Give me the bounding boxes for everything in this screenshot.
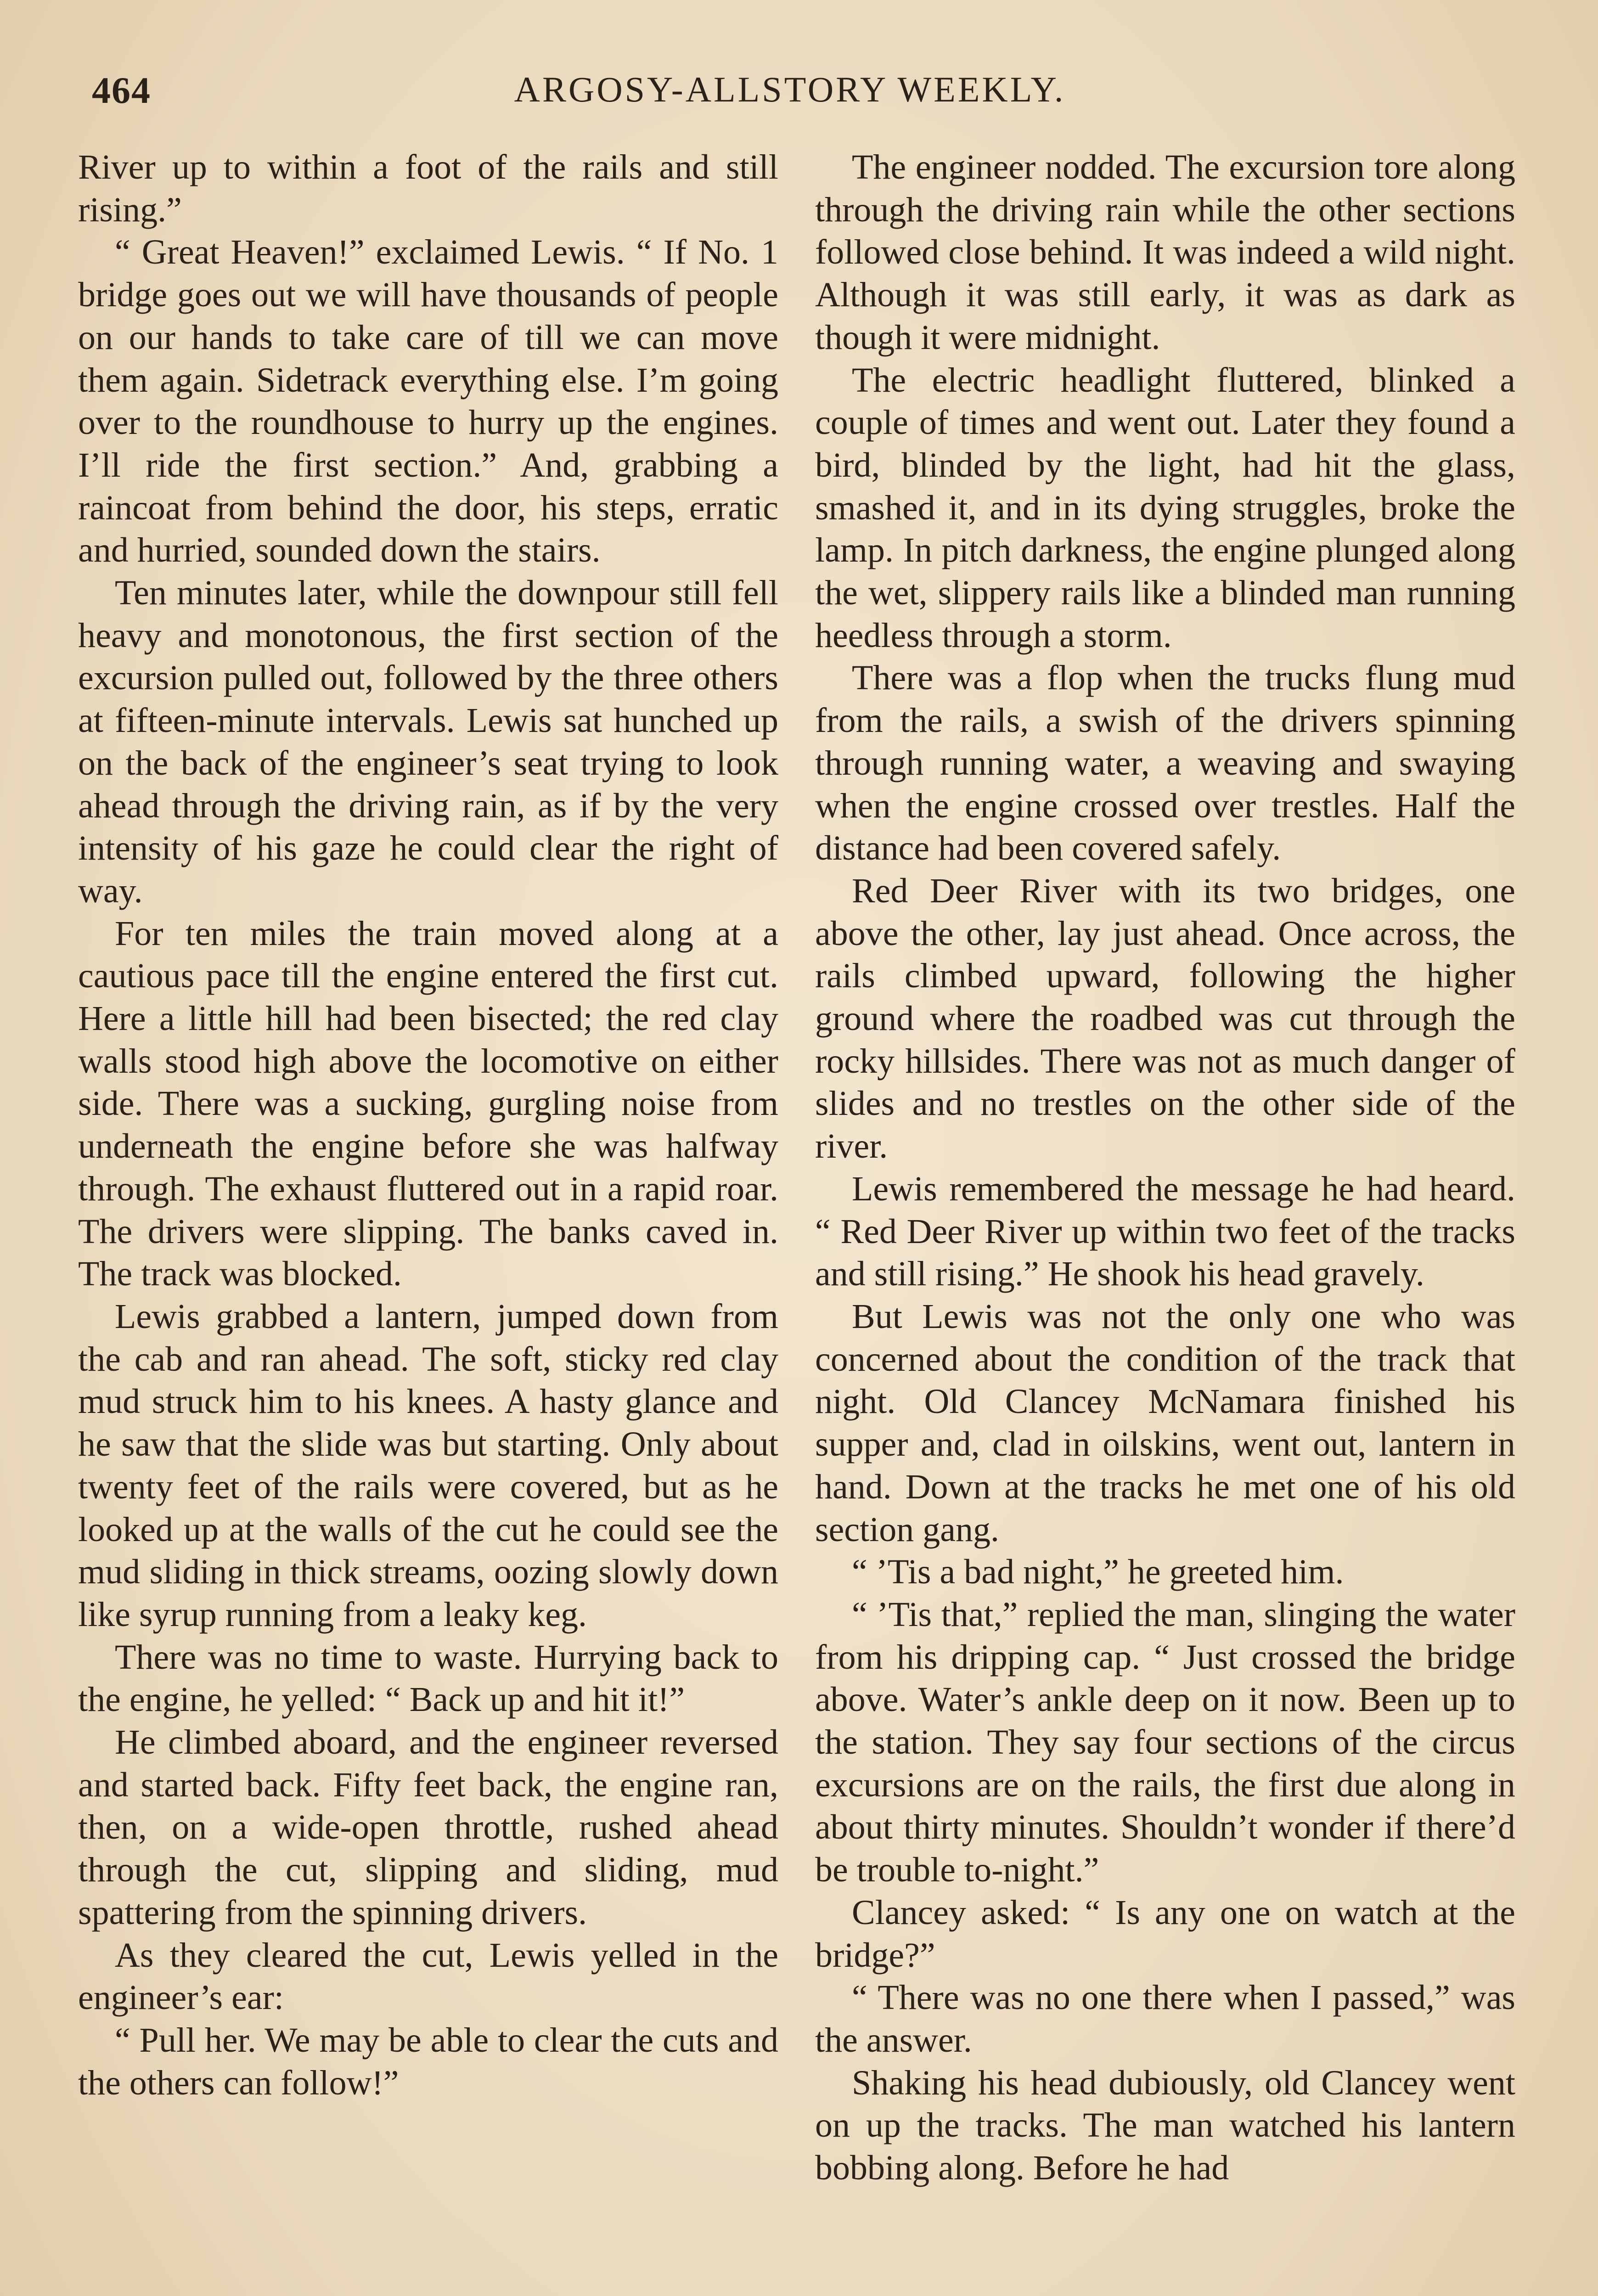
paragraph: But Lewis was not the only one who was concerned about the condition of the track that night. Old Clancey McNamara finished his supper and, clad in oilskins, went out, lantern in hand. Down at the tracks he met one of his old section gang. (815, 1297, 1515, 1549)
paragraph: Lewis grabbed a lantern, jumped down from the cab and ran ahead. The soft, sticky red clay mud struck him to his knees. A hasty glance and he saw that the slide was but starting. Only about twenty feet of the rails were covered, but as he looked up at the walls of the cut he could see the mud sliding in thick streams, oozing slowly down like syrup running from a leaky keg. (78, 1297, 778, 1634)
paragraph: Shaking his head dubiously, old Clancey went on up the tracks. The man watched his lantern bobbing along. Before he had (815, 2063, 1515, 2188)
paragraph: As they cleared the cut, Lewis yelled in the engineer’s ear: (78, 1936, 778, 2017)
right-column (815, 146, 1515, 2189)
paragraph: Ten minutes later, while the downpour still fell heavy and monotonous, the first section of the excursion pulled out, followed by the three others at fifteen-minute intervals. Lewis sat hunched up on the back of the engineer’s seat trying to look ahead through the driving rain, as if by the very intensity of his gaze he could clear the right of way. (78, 574, 778, 910)
page-number: 464 (92, 69, 151, 111)
paragraph: Lewis remembered the message he had heard. “ Red Deer River up within two feet of the tracks and still rising.” He shook his head gravely. (815, 1169, 1515, 1294)
paragraph: The engineer nodded. The excursion tore along through the driving rain while the other sections followed close behind. It was indeed a wild night. Although it was still early, it was as dark as though it were midnight. (815, 148, 1515, 357)
paragraph: The electric headlight fluttered, blinked a couple of times and went out. Later they found a bird, blinded by the light, had hit the glass, smashed it, and in its dying struggles, broke the lamp. In pitch darkness, the engine plunged along the wet, slippery rails like a blinded man running heedless through a storm. (815, 360, 1515, 655)
paragraph: “ There was no one there when I passed,” was the answer. (815, 1978, 1515, 2060)
paragraph: For ten miles the train moved along at a cautious pace till the engine entered the first cut. Here a little hill had been bisected; the red clay walls stood high above the locomotive on either side. There was a sucking, gurgling noise from underneath the engine before she was halfway through. The exhaust fluttered out in a rapid roar. The drivers were slipping. The banks caved in. The track was blocked. (78, 914, 778, 1294)
paragraph: River up to within a foot of the rails and still rising.” (78, 148, 778, 229)
page-header (92, 69, 1488, 119)
paragraph: He climbed aboard, and the engineer reversed and started back. Fifty feet back, the engine ran, then, on a wide-open throttle, rushed ahead through the cut, slipping and sliding, mud spattering from the spinning drivers. (78, 1723, 778, 1932)
left-column (78, 146, 778, 2104)
paragraph: There was a flop when the trucks flung mud from the rails, a swish of the drivers spinning through running water, a weaving and swaying when the engine crossed over trestles. Half the distance had been covered safely. (815, 658, 1515, 868)
paragraph: Clancey asked: “ Is any one on watch at the bridge?” (815, 1893, 1515, 1975)
paragraph: Red Deer River with its two bridges, one above the other, lay just ahead. Once across, the rails climbed upward, following the higher ground where the roadbed was cut through the rocky hillsides. There was not as much danger of slides and no trestles on the other side of the river. (815, 871, 1515, 1166)
paragraph: “ ’Tis that,” replied the man, slinging the water from his dripping cap. “ Just crossed the bridge above. Water’s ankle deep on it now. Been up to the station. They say four sections of the circus excursions are on the rails, the first due along in about thirty minutes. Shouldn’t wonder if there’d be trouble to-night.” (815, 1595, 1515, 1890)
paragraph: There was no time to waste. Hurrying back to the engine, he yelled: “ Back up and hit it!” (78, 1638, 778, 1719)
running-head: ARGOSY-ALLSTORY WEEKLY. (514, 69, 1066, 109)
paragraph: “ Pull her. We may be able to clear the cuts and the others can follow!” (78, 2020, 778, 2102)
paragraph: “ ’Tis a bad night,” he greeted him. (852, 1553, 1344, 1592)
paragraph: “ Great Heaven!” exclaimed Lewis. “ If No. 1 bridge goes out we will have thousands of people on our hands to take care of till we can move them again. Sidetrack everything else. I’m going over to the roundhouse to hurry up the engines. I’ll ride the first section.” And, grabbing a raincoat from behind the door, his steps, erratic and hurried, sounded down the stairs. (78, 233, 778, 570)
